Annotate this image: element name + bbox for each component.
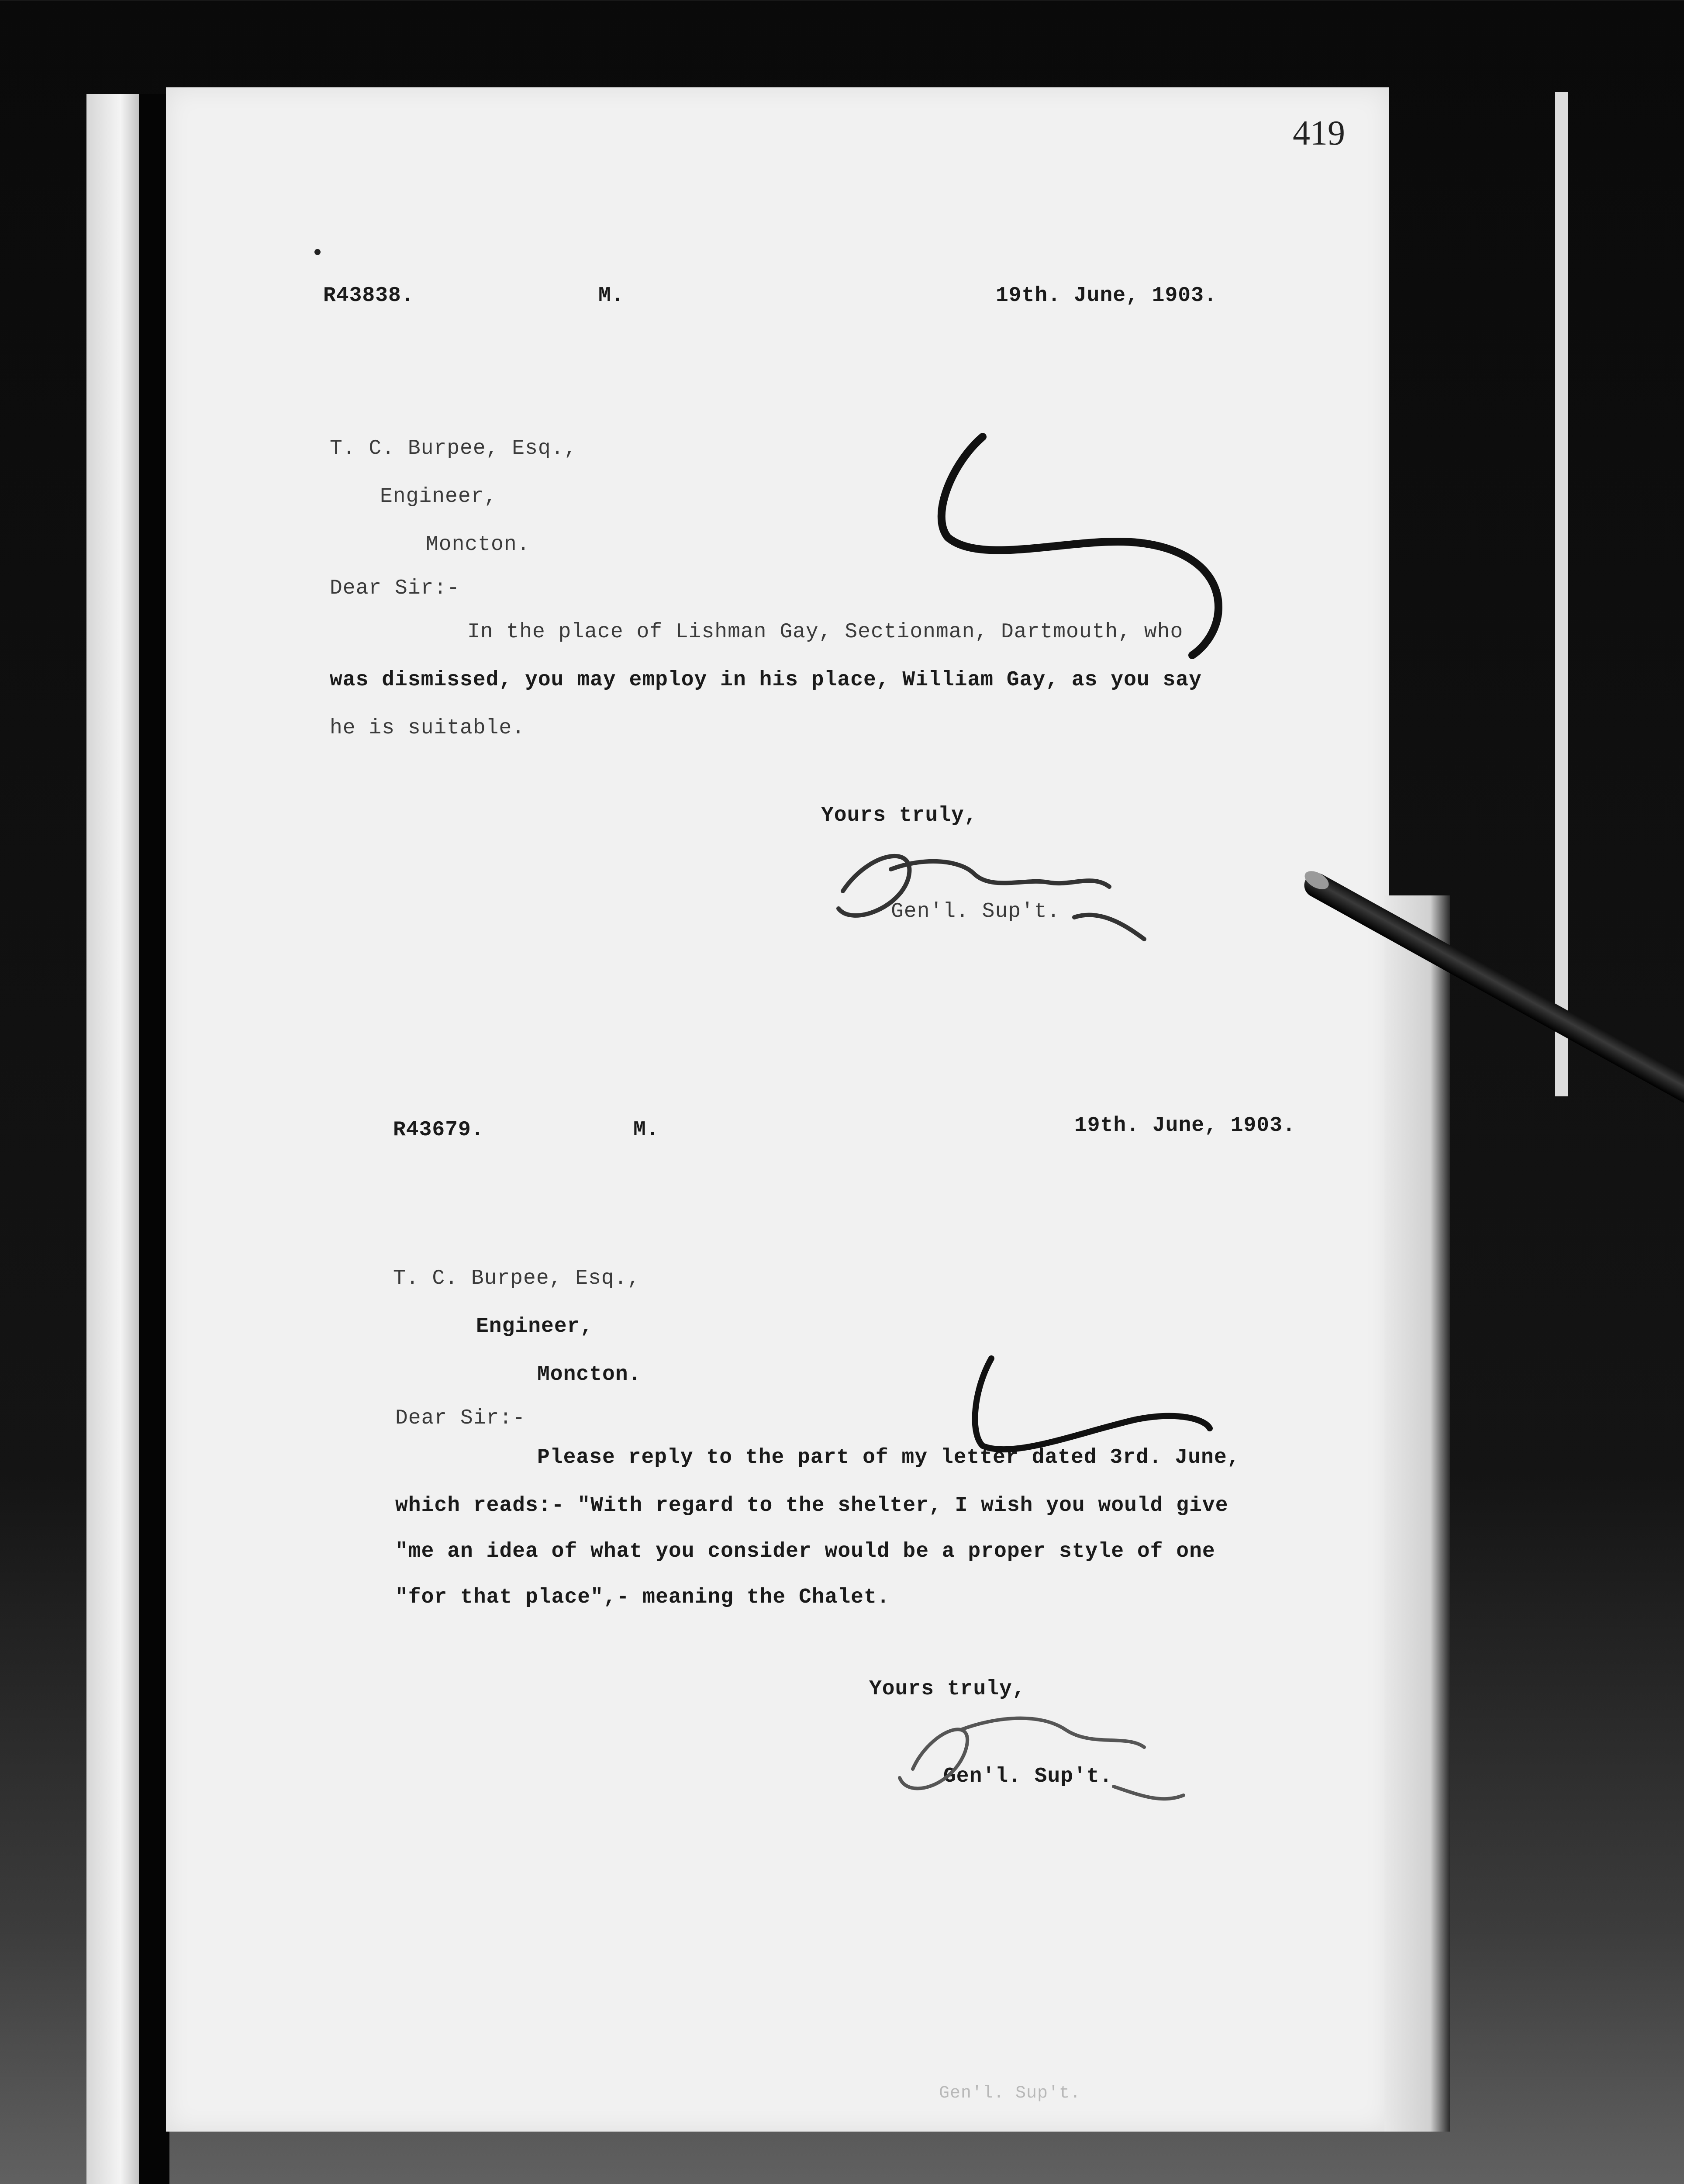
letter-2-date: 19th. June, 1903. bbox=[1074, 1114, 1296, 1137]
letter-1-recipient-name: T. C. Burpee, Esq., bbox=[330, 437, 577, 460]
letter-1-body-line: he is suitable. bbox=[330, 716, 525, 740]
letter-2-recipient-title: Engineer, bbox=[476, 1315, 594, 1338]
letter-1-body-line: was dismissed, you may employ in his place, William Gay, as you say bbox=[330, 668, 1202, 692]
check-mark-1 bbox=[942, 437, 1218, 655]
letter-1-recipient-place: Moncton. bbox=[426, 533, 530, 556]
letter-1-initial: M. bbox=[598, 284, 625, 308]
letter-2-body-line: Please reply to the part of my letter dated 3rd. June, bbox=[537, 1446, 1240, 1469]
letter-2-recipient-name: T. C. Burpee, Esq., bbox=[393, 1267, 641, 1290]
letter-2-signer: Gen'l. Sup't. bbox=[943, 1765, 1113, 1788]
letter-2-body-line: "for that place",- meaning the Chalet. bbox=[395, 1586, 890, 1609]
signature-1 bbox=[839, 856, 1144, 939]
letter-1-signer: Gen'l. Sup't. bbox=[891, 900, 1060, 923]
letter-2-recipient-place: Moncton. bbox=[537, 1363, 642, 1386]
letter-2-closing: Yours truly, bbox=[869, 1677, 1025, 1701]
letter-2-body-line: "me an idea of what you consider would be a proper style of one bbox=[395, 1540, 1215, 1563]
letter-1-ref: R43838. bbox=[323, 284, 414, 308]
signature-2 bbox=[900, 1718, 1184, 1799]
letter-1-body-line: In the place of Lishman Gay, Sectionman, Dartmouth, who bbox=[467, 620, 1184, 644]
letter-2-initial: M. bbox=[633, 1118, 659, 1142]
letter-2-salutation: Dear Sir:- bbox=[395, 1406, 526, 1430]
letter-1-salutation: Dear Sir:- bbox=[330, 577, 460, 600]
bleed-through-text: Gen'l. Sup't. bbox=[939, 2084, 1081, 2103]
letter-1-date: 19th. June, 1903. bbox=[996, 284, 1217, 308]
check-mark-2 bbox=[975, 1358, 1210, 1449]
letter-2-ref: R43679. bbox=[393, 1118, 484, 1142]
page-number: 419 bbox=[1293, 114, 1345, 152]
letter-1-closing: Yours truly, bbox=[821, 804, 977, 827]
letter-2-body-line: which reads:- "With regard to the shelter, I wish you would give bbox=[395, 1494, 1228, 1517]
letter-1-recipient-title: Engineer, bbox=[380, 485, 497, 508]
